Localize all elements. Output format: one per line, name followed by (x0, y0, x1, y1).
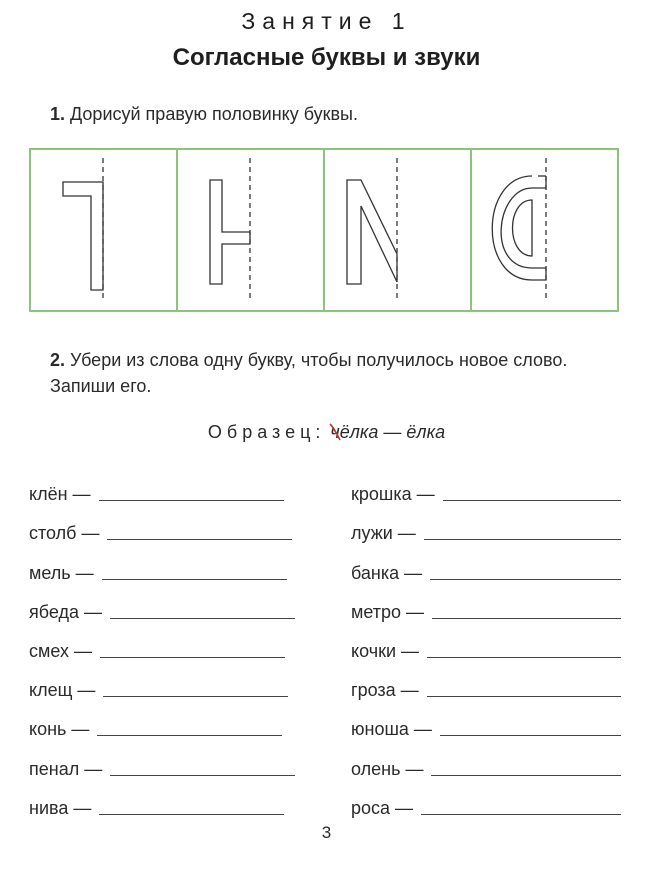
answer-line[interactable] (427, 695, 621, 697)
strike-mark-icon (328, 420, 342, 442)
word-row (29, 468, 299, 507)
word-label: конь — (29, 719, 90, 740)
word-label: кочки — (351, 640, 420, 661)
word-label: клещ — (29, 680, 96, 701)
letter-cell-2[interactable] (178, 150, 325, 310)
word-row (351, 468, 621, 507)
letter-cell-4[interactable] (472, 150, 617, 310)
half-letter-n-icon (178, 150, 324, 310)
word-row (29, 703, 299, 742)
answer-line[interactable] (99, 499, 284, 501)
word-row (351, 546, 621, 585)
word-label: банка — (351, 562, 423, 583)
word-row (351, 625, 621, 664)
task-1 (50, 101, 358, 127)
word-row (351, 782, 621, 821)
answer-line[interactable] (440, 734, 621, 736)
answer-line[interactable] (97, 734, 282, 736)
word-label: метро — (351, 601, 425, 622)
sample-text (330, 422, 445, 442)
answer-line[interactable] (432, 617, 621, 619)
word-row (351, 703, 621, 742)
task-1-text: Дорисуй правую половинку буквы. (70, 104, 358, 124)
word-label: столб — (29, 523, 100, 544)
word-row (351, 507, 621, 546)
word-row (351, 664, 621, 703)
answer-line[interactable] (110, 774, 295, 776)
half-letter-i-icon (325, 150, 471, 310)
word-row (29, 507, 299, 546)
word-label: пенал — (29, 758, 103, 779)
answer-line[interactable] (421, 813, 621, 815)
sample-label: Образец: (207, 422, 326, 442)
task-1-number: 1. (50, 104, 66, 124)
answer-line[interactable] (100, 656, 285, 658)
answer-line[interactable] (110, 617, 295, 619)
word-label: смех — (29, 640, 92, 661)
word-row (29, 586, 299, 625)
word-row (29, 742, 299, 781)
half-letter-g-icon (31, 150, 177, 310)
sample-rest: ёлка — ёлка (339, 422, 446, 442)
answer-line[interactable] (102, 578, 287, 580)
word-label: олень — (351, 758, 424, 779)
word-label: клён — (29, 484, 91, 505)
word-row (29, 782, 299, 821)
word-label: юноша — (351, 719, 432, 740)
answer-line[interactable] (424, 538, 621, 540)
answer-line[interactable] (430, 578, 621, 580)
word-row (29, 664, 299, 703)
word-label: роса — (351, 797, 414, 818)
half-letter-f-icon (472, 150, 618, 310)
task-2 (50, 347, 620, 399)
page-title: Согласные буквы и звуки (172, 44, 481, 71)
lesson-number: Занятие 1 (241, 8, 412, 34)
sample-example (0, 422, 653, 443)
word-label: мель — (29, 562, 94, 583)
answer-line[interactable] (107, 538, 292, 540)
word-label: нива — (29, 797, 92, 818)
word-column-left (29, 468, 299, 821)
task-2-text: Убери из слова одну букву, чтобы получилось новое слово. Запиши его. (50, 350, 568, 396)
struck-letter: ч (330, 422, 339, 443)
letter-cell-1[interactable] (31, 150, 178, 310)
word-label: гроза — (351, 680, 419, 701)
letter-cell-3[interactable] (325, 150, 472, 310)
answer-line[interactable] (103, 695, 288, 697)
word-label: ябеда — (29, 601, 102, 622)
word-label: крошка — (351, 484, 435, 505)
page-number: 3 (321, 823, 332, 842)
task-2-number: 2. (50, 350, 66, 370)
answer-line[interactable] (431, 774, 621, 776)
letter-completion-grid (29, 148, 619, 312)
answer-line[interactable] (443, 499, 621, 501)
word-row (29, 625, 299, 664)
word-label: лужи — (351, 523, 416, 544)
word-row (29, 546, 299, 585)
answer-line[interactable] (427, 656, 621, 658)
word-row (351, 742, 621, 781)
word-column-right (351, 468, 621, 821)
answer-line[interactable] (99, 813, 284, 815)
word-row (351, 586, 621, 625)
